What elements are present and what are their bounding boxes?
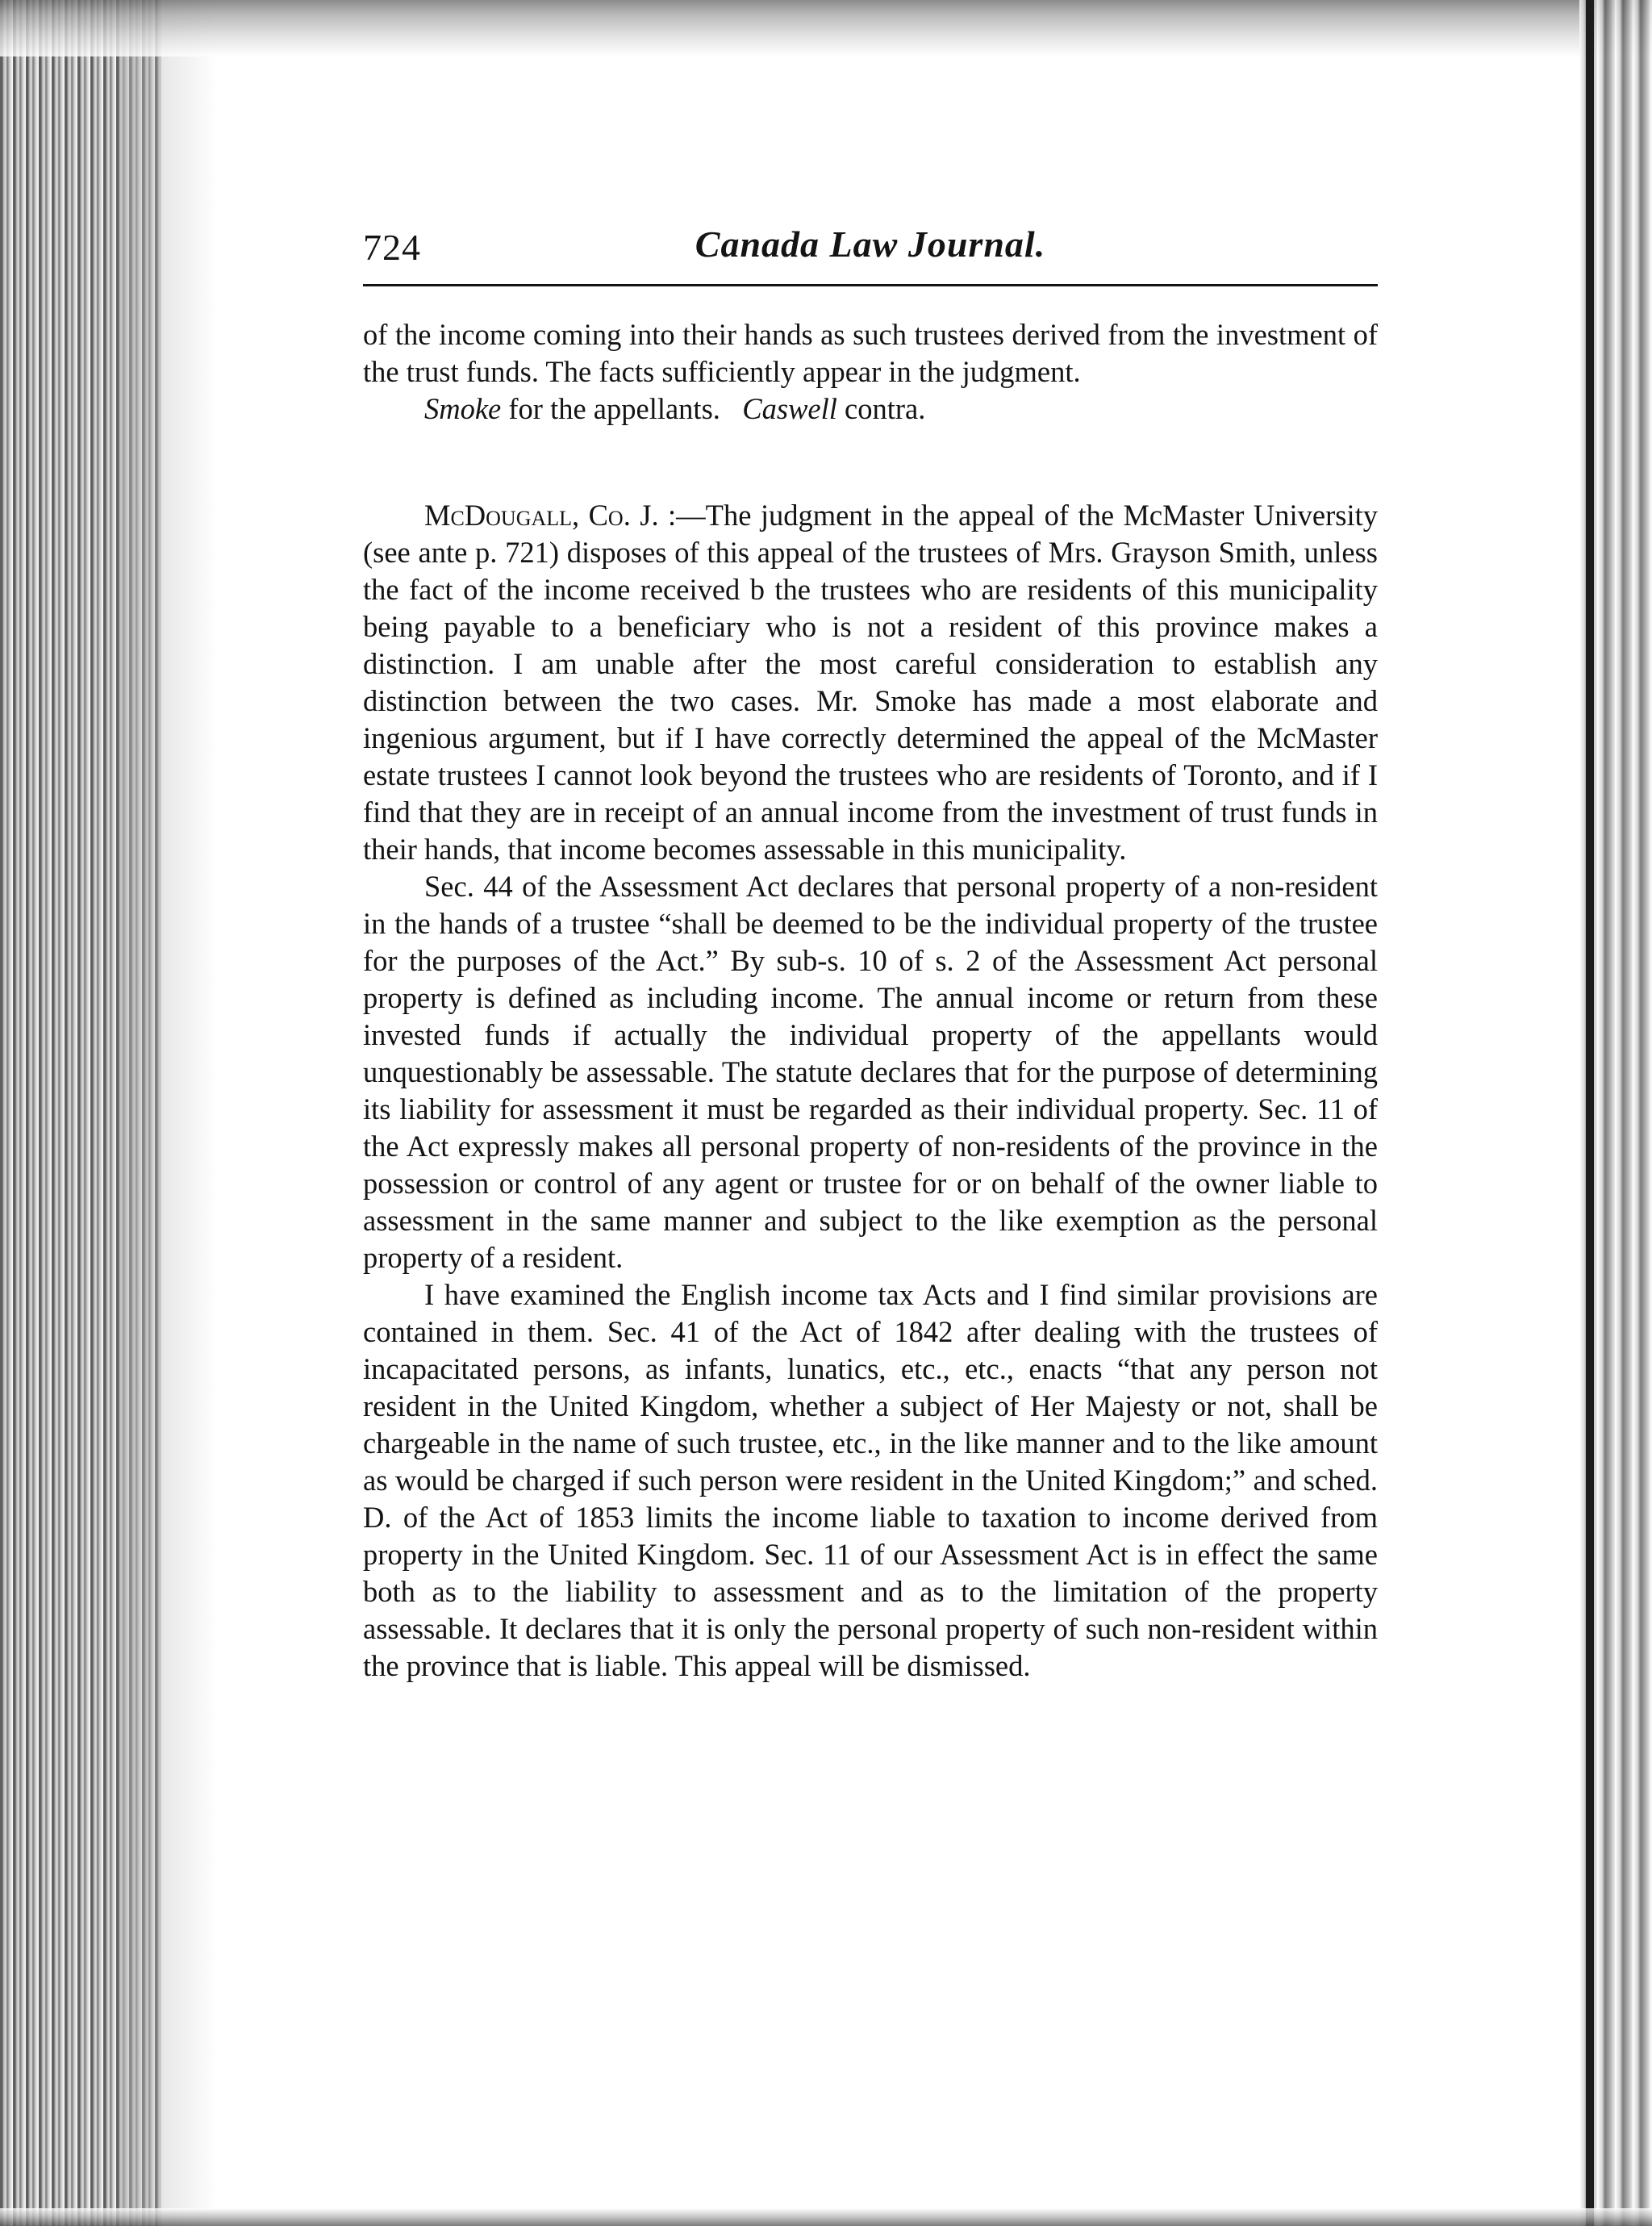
header-rule bbox=[363, 284, 1378, 286]
intro-paragraph: of the income coming into their hands as such trustees derived from the investment of the trust funds. The facts sufficiently appear in the judgment. bbox=[363, 318, 1378, 388]
judge-name: McDougall, Co. J. bbox=[424, 499, 659, 532]
journal-title: Canada Law Journal. bbox=[695, 223, 1046, 265]
appellant-counsel-suffix: for the appellants. bbox=[501, 392, 720, 425]
scan-bottom-edge bbox=[0, 2208, 1652, 2226]
judgment-paragraph: I have examined the English income tax Acts and I find similar provisions are contained in them. Sec. 41 of the Act of 1842 after dealing with the trustees of incapacitated persons, as infants, lunatics, etc., etc., enacts “that any person not resident in the United Kingdom, whether a subject of Her Majesty or not, shall be chargeable in the name of such trustee, etc., in the like manner and to the like amount as would be charged if such person were resident in the United Kingdom;” and sched. D. of the Act of 1853 limits the income liable to taxation to income derived from property in the United Kingdom. Sec. 11 of our Assessment Act is in effect the same both as to the liability to assessment and as to the limitation of the property assessable. It declares that it is only the personal property of such non-resident within the province that is liable. This appeal will be dismissed. bbox=[363, 1278, 1378, 1682]
scan-right-bar bbox=[1586, 0, 1594, 2226]
appellant-counsel: Smoke bbox=[424, 392, 502, 425]
intro-block bbox=[363, 316, 1378, 428]
page-header bbox=[363, 219, 1378, 282]
judgment-paragraph: Sec. 44 of the Assessment Act declares that personal property of a non-resident in the hands of a trustee “shall be deemed to be the individual property of the trustee for the purposes of the Act.” By sub-s. 10 of s. 2 of the Assessment Act personal property is defined as including income. The annual income or return from these invested funds if actually the individual property of the appellants would unquestionably be assessable. The statute declares that for the purpose of determining its liability for assessment it must be regarded as their individual property. Sec. 11 of the Act expressly makes all personal property of non-residents of the province in the possession or control of any agent or trustee for or on behalf of the owner liable to assessment in the same manner and subject to the like exemption as the personal property of a resident. bbox=[363, 870, 1378, 1274]
respondent-counsel: Caswell bbox=[742, 392, 837, 425]
judgment-block bbox=[363, 497, 1378, 1685]
counsel-line bbox=[363, 390, 1378, 428]
judgment-opening: :—The judgment in the appeal of the McMaster University (see ante p. 721) disposes of this appeal of the trustees of Mrs. Grayson Smith, unless the fact of the income received b the trustees who are residents of this municipality being payable to a beneficiary who is not a resident of this province makes a distinction. I am unable after the most careful consideration to establish any distinction between the two cases. Mr. Smoke has made a most elaborate and ingenious argument, but if I have correctly determined the appeal of the McMaster estate trustees I cannot look beyond the trustees who are residents of Toronto, and if I find that they are in receipt of an annual income from the investment of trust funds in their hands, that income becomes assessable in this municipality. bbox=[363, 499, 1378, 866]
judgment-paragraph bbox=[363, 497, 1378, 868]
respondent-counsel-suffix: contra. bbox=[836, 392, 926, 425]
scan-top-shadow bbox=[0, 0, 1652, 56]
page-number: 724 bbox=[363, 227, 421, 268]
scan-binding-fade bbox=[121, 0, 218, 2226]
